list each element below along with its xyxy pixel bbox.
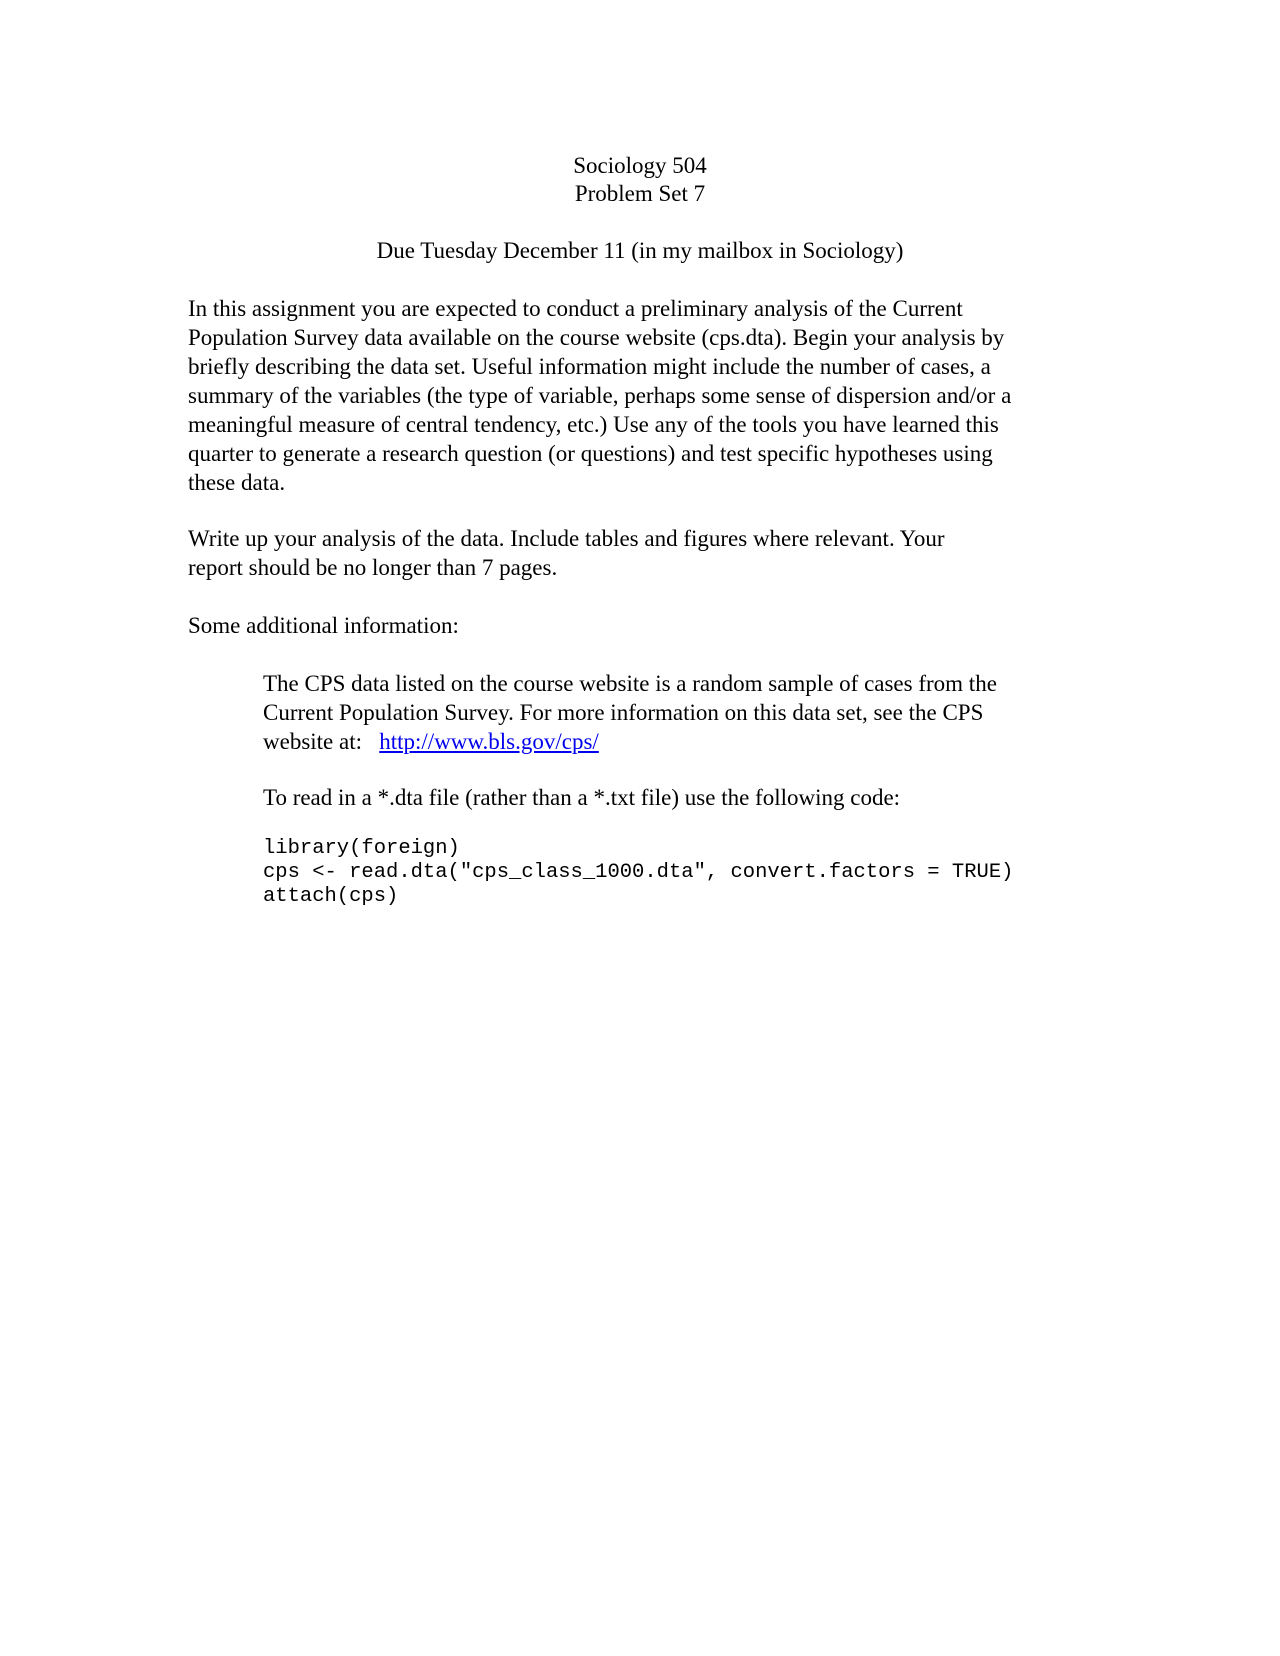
link-prefix: website at: [263, 729, 380, 754]
paragraph-line: summary of the variables (the type of variable, perhaps some sense of dispersion and/or a [188, 383, 1012, 408]
paragraph-line: report should be no longer than 7 pages. [188, 555, 558, 580]
paragraph-line: Population Survey data available on the course website (cps.dta). Begin your analysis by [188, 325, 1005, 350]
course-title: Sociology 504 [573, 153, 707, 178]
code-line: cps <- read.dta("cps_class_1000.dta", convert.factors = TRUE) [263, 861, 1014, 884]
paragraph-line [263, 727, 1103, 756]
paragraph-line: Current Population Survey. For more information on this data set, see the CPS [263, 700, 984, 725]
cps-paragraph [263, 669, 1103, 756]
paragraph-line: briefly describing the data set. Useful information might include the number of cases, a [188, 354, 991, 379]
code-line: attach(cps) [263, 885, 399, 908]
paragraph-line: quarter to generate a research question (or questions) and test specific hypotheses using [188, 441, 993, 466]
intro-paragraph [188, 294, 1098, 497]
paragraph-line: these data. [188, 470, 286, 495]
paragraph-line: meaningful measure of central tendency, etc.) Use any of the tools you have learned this [188, 412, 999, 437]
paragraph-line: In this assignment you are expected to conduct a preliminary analysis of the Current [188, 296, 963, 321]
bls-cps-link[interactable]: http://www.bls.gov/cps/ [379, 729, 599, 754]
additional-info-heading: Some additional information: [188, 613, 459, 638]
code-block [263, 837, 1013, 909]
paragraph-line: The CPS data listed on the course website is a random sample of cases from the [263, 671, 997, 696]
code-line: library(foreign) [263, 837, 460, 860]
paragraph-line: Write up your analysis of the data. Include tables and figures where relevant. Your [188, 526, 945, 551]
read-instruction: To read in a *.dta file (rather than a *.txt file) use the following code: [263, 785, 901, 810]
due-date: Due Tuesday December 11 (in my mailbox in Sociology) [376, 238, 904, 263]
problem-set-title: Problem Set 7 [574, 181, 706, 206]
writeup-paragraph [188, 524, 1098, 582]
